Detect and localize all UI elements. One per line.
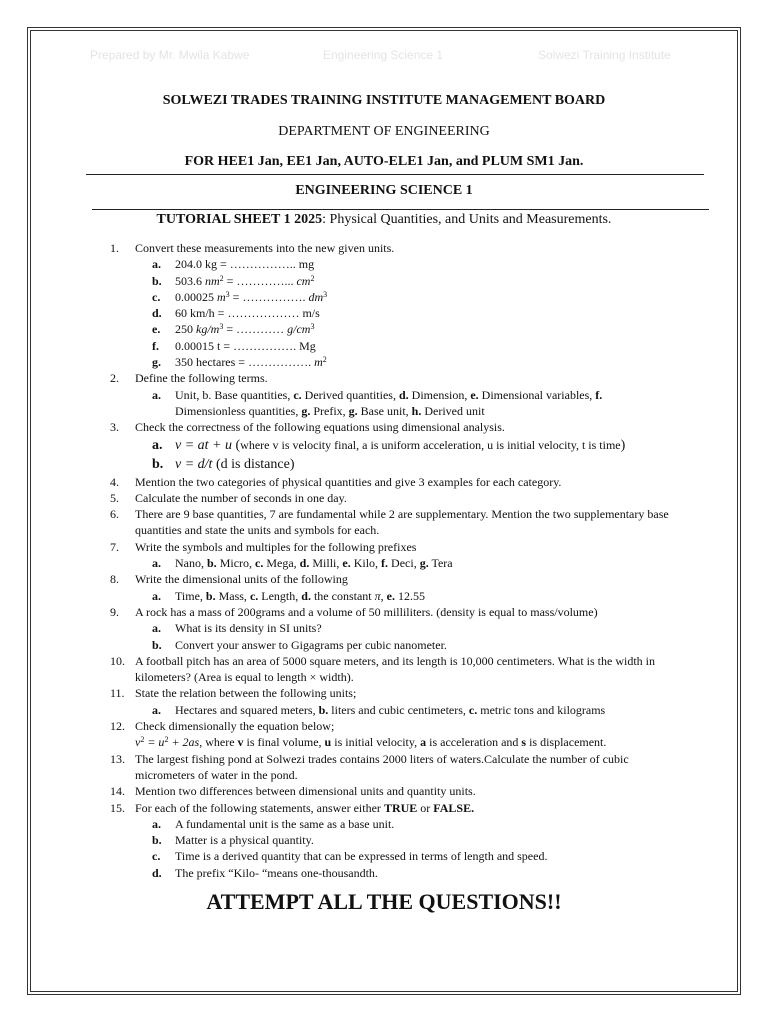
divider-top bbox=[86, 174, 704, 175]
divider-bottom bbox=[92, 209, 709, 210]
q1-item-g: g. 350 hectares = ……………. $m^2$ bbox=[152, 355, 327, 370]
watermark bbox=[0, 48, 768, 66]
q1-item-f: f. 0.00015 t = ……………. Mg bbox=[152, 338, 316, 353]
question-2: 2. Define the following terms. bbox=[110, 371, 268, 386]
q8-items: a. Time, b. Mass, c. Length, d. the constant π, e. 12.55 bbox=[152, 588, 425, 603]
q1-item-c: c. 0.00025 $m^3$ = ……………. $dm^3$ bbox=[152, 289, 328, 304]
question-13: 13. The largest fishing pond at Solwezi trades contains 2000 liters of waters.Calculate the number of cubic micrometers of water in the pond. bbox=[110, 751, 629, 782]
q15-item-c: c. Time is a derived quantity that can be expressed in terms of length and speed. bbox=[152, 849, 548, 864]
q3-item-b: b. v = d/t (d is distance) bbox=[152, 456, 295, 472]
question-list bbox=[110, 240, 680, 881]
question-6: 6. There are 9 base quantities, 7 are fundamental while 2 are supplementary. Mention the two supplementary base quantities and state the units and symbols for each. bbox=[110, 507, 669, 538]
question-text: Convert these measurements into the new given units. bbox=[135, 241, 395, 255]
q15-item-a: a. A fundamental unit is the same as a base unit. bbox=[152, 816, 395, 831]
question-3: 3. Check the correctness of the following equations using dimensional analysis. bbox=[110, 420, 505, 435]
q9-item-b: b. Convert your answer to Gigagrams per cubic nanometer. bbox=[152, 637, 447, 652]
q1-item-b: b. 503.6 $nm^2$ = …………... $cm^2$ bbox=[152, 273, 315, 288]
q9-item-a: a. What is its density in SI units? bbox=[152, 621, 322, 636]
question-14: 14. Mention two differences between dimensional units and quantity units. bbox=[110, 784, 476, 799]
watermark-subject: Engineering Science 1 bbox=[323, 48, 444, 62]
question-5: 5. Calculate the number of seconds in one day. bbox=[110, 490, 347, 505]
q1-item-e: e. 250 $kg/m^3$ = ………… $g/cm^3$ bbox=[152, 322, 315, 337]
question-number: 1. bbox=[110, 241, 119, 255]
programmes-line: FOR HEE1 Jan, EE1 Jan, AUTO-ELE1 Jan, and PLUM SM1 Jan. bbox=[184, 154, 584, 169]
question-4: 4. Mention the two categories of physical quantities and give 3 examples for each category. bbox=[110, 474, 562, 489]
q2-terms: a. Unit, b. Base quantities, c. Derived quantities, d. Dimension, e. Dimensional variables, f. Dimensionless quantities, g. Prefix, g. Base unit, h. Derived unit bbox=[152, 387, 603, 418]
q3-item-a: a. v = at + u (where v is velocity final, a is uniform acceleration, u is initial velocity, t is time) bbox=[152, 437, 626, 453]
department-title: DEPARTMENT OF ENGINEERING bbox=[278, 124, 490, 139]
q1-item-d: d. 60 km/h = ……………… m/s bbox=[152, 306, 320, 321]
course-title: ENGINEERING SCIENCE 1 bbox=[295, 183, 473, 198]
question-15: 15. For each of the following statements, answer either TRUE or FALSE. bbox=[110, 800, 475, 815]
question-8: 8. Write the dimensional units of the following bbox=[110, 572, 348, 587]
q15-item-b: b. Matter is a physical quantity. bbox=[152, 833, 314, 848]
watermark-author: Prepared by Mr. Mwila Kabwe bbox=[90, 48, 250, 62]
sheet-title bbox=[0, 212, 768, 228]
sheet-label: TUTORIAL SHEET 1 2025 bbox=[156, 212, 323, 227]
question-10: 10. A football pitch has an area of 5000 square meters, and its length is 10,000 centimeters. What is the width in kilometers? (Area is equal to length × width). bbox=[110, 653, 655, 685]
question-1 bbox=[110, 240, 680, 256]
question-12: 12. Check dimensionally the equation below; bbox=[110, 719, 335, 734]
question-11: 11. State the relation between the following units; bbox=[110, 686, 357, 701]
q12-equation: $v^2 = u^2 + 2as$, where v is final volume, u is initial velocity, a is acceleration and s is displacement. bbox=[135, 735, 607, 750]
sheet-topic: : Physical Quantities, and Units and Measurements. bbox=[322, 212, 612, 227]
question-7: 7. Write the symbols and multiples for the following prefixes bbox=[110, 539, 417, 554]
q11-items: a. Hectares and squared meters, b. liters and cubic centimeters, c. metric tons and kilograms bbox=[152, 702, 606, 717]
attempt-all-banner: ATTEMPT ALL THE QUESTIONS!! bbox=[206, 889, 562, 914]
watermark-institute: Solwezi Training Institute bbox=[538, 48, 671, 62]
board-title: SOLWEZI TRADES TRAINING INSTITUTE MANAGEMENT BOARD bbox=[162, 93, 606, 108]
q15-item-d: d. The prefix “Kilo- “means one-thousandth. bbox=[152, 865, 378, 880]
question-9: 9. A rock has a mass of 200grams and a volume of 50 milliliters. (density is equal to mass/volume) bbox=[110, 604, 598, 619]
q1-item-a: a. 204.0 kg = …………….. mg bbox=[152, 257, 315, 272]
q7-prefixes: a. Nano, b. Micro, c. Mega, d. Milli, e. Kilo, f. Deci, g. Tera bbox=[152, 556, 453, 571]
